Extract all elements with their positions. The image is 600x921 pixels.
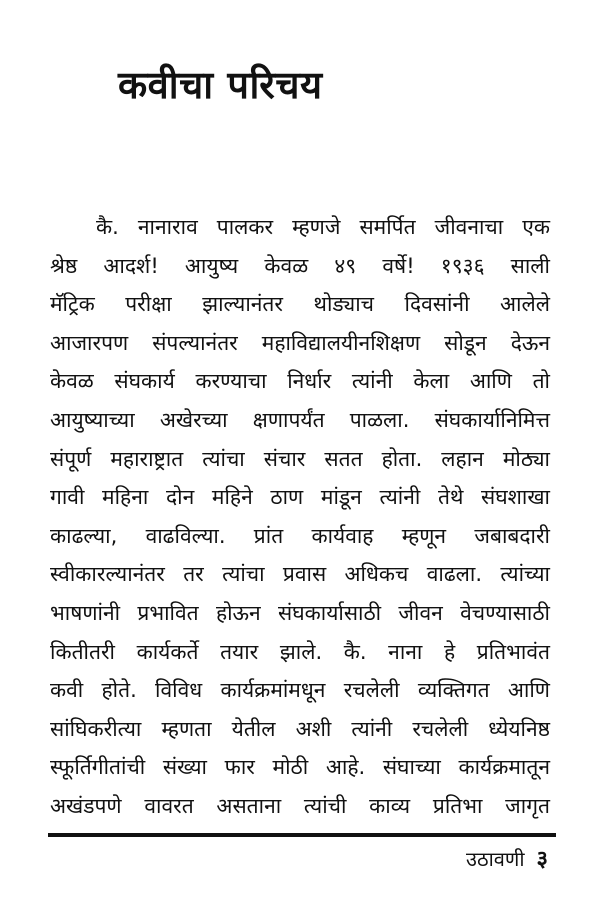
page-number: ३ (536, 847, 548, 872)
paragraph-line: संपूर्ण महाराष्ट्रात त्यांचा संचार सतत होता. लहान मोठ्या (50, 446, 550, 471)
paragraph-line: भाषणांनी प्रभावित होऊन संघकार्यासाठी जीवन वेचण्यासाठी (50, 600, 550, 625)
paragraph-line: कवी होते. विविध कार्यक्रमांमधून रचलेली व्यक्तिगत आणि (50, 678, 550, 703)
paragraph-line: गावी महिना दोन महिने ठाण मांडून त्यांनी तेथे संघशाखा (50, 485, 550, 510)
paragraph-line: आयुष्याच्या अखेरच्या क्षणापर्यंत पाळला. संघकार्यानिमित्त (50, 407, 550, 432)
paragraph-line: स्वीकारल्यानंतर तर त्यांचा प्रवास अधिकच वाढला. त्यांच्या (50, 562, 550, 587)
page-title: कवीचा परिचय (118, 63, 323, 107)
body-paragraph (50, 208, 550, 826)
paragraph-line: श्रेष्ठ आदर्श! आयुष्य केवळ ४९ वर्षे! १९३६ साली (50, 253, 550, 278)
paragraph-line: मॅट्रिक परीक्षा झाल्यानंतर थोड्याच दिवसांनी आलेले (50, 292, 550, 317)
footer-rule (48, 833, 556, 837)
paragraph-line: अखंडपणे वावरत असताना त्यांची काव्य प्रतिभा जागृत (50, 793, 550, 818)
paragraph-line: कै. नानाराव पालकर म्हणजे समर्पित जीवनाचा एक (96, 215, 550, 239)
paragraph-line: स्फूर्तिगीतांची संख्या फार मोठी आहे. संघाच्या कार्यक्रमातून (50, 755, 550, 780)
paragraph-line: केवळ संघकार्य करण्याचा निर्धार त्यांनी केला आणि तो (50, 369, 550, 394)
page-footer (48, 843, 548, 873)
paragraph-line: काढल्या, वाढविल्या. प्रांत कार्यवाह म्हणून जबाबदारी (50, 523, 550, 548)
paragraph-line: सांघिकरीत्या म्हणता येतील अशी त्यांनी रचलेली ध्येयनिष्ठ (50, 716, 550, 741)
paragraph-line: आजारपण संपल्यानंतर महाविद्यालयीनशिक्षण सोडून देऊन (50, 330, 550, 355)
running-book-title: उठावणी (466, 847, 525, 871)
paragraph-line: कितीतरी कार्यकर्ते तयार झाले. कै. नाना हे प्रतिभावंत (50, 639, 550, 664)
